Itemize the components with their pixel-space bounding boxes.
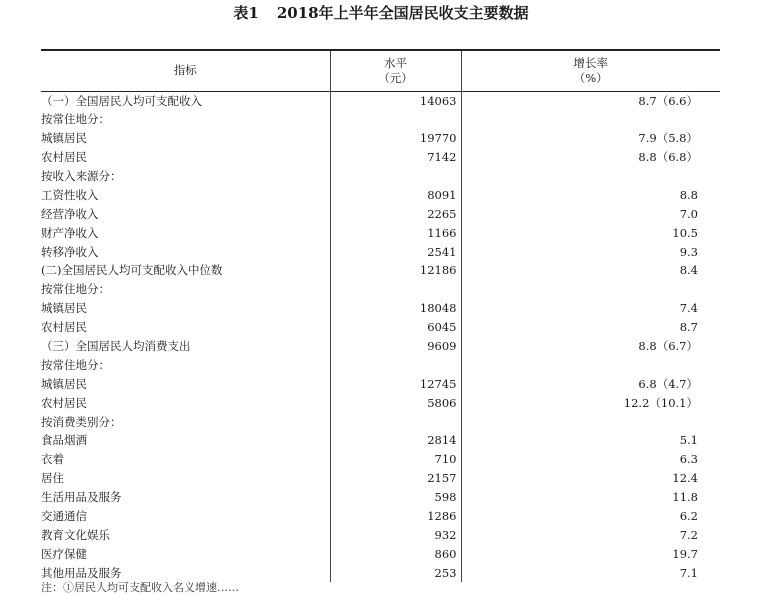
row-label: 衣着	[41, 452, 64, 467]
table-row	[41, 544, 720, 563]
row-value	[330, 280, 461, 299]
row-value: 6045	[330, 318, 461, 337]
row-value: 8091	[330, 185, 461, 204]
row-value: 5806	[330, 393, 461, 412]
row-growth: 12.4	[461, 469, 720, 488]
row-label: 城镇居民	[41, 131, 87, 146]
row-value	[330, 355, 461, 374]
table-row	[41, 280, 720, 299]
row-growth: 7.2	[461, 525, 720, 544]
row-value: 7142	[330, 148, 461, 167]
row-label: 按常住地分：	[41, 282, 110, 297]
row-value: 18048	[330, 299, 461, 318]
row-value: 9609	[330, 337, 461, 356]
table-row	[41, 337, 720, 356]
row-label: 农村居民	[41, 150, 87, 165]
row-growth: 8.8（6.7）	[461, 337, 720, 356]
row-label: 教育文化娱乐	[41, 527, 110, 542]
row-growth: 7.9（5.8）	[461, 129, 720, 148]
header-indicator: 指标	[41, 50, 330, 91]
row-label: (二)全国居民人均可支配收入中位数	[41, 263, 223, 278]
row-value: 14063	[330, 91, 461, 110]
row-growth: 8.8	[461, 185, 720, 204]
header-growth-unit: （%）	[573, 70, 608, 85]
row-label: 财产净收入	[41, 225, 99, 240]
row-growth	[461, 280, 720, 299]
table-row	[41, 355, 720, 374]
footnote: 注：①居民人均可支配收入名义增速……	[41, 581, 239, 594]
table-row	[41, 431, 720, 450]
table-row	[41, 507, 720, 526]
header-growth-name: 增长率	[573, 55, 608, 70]
header-level	[330, 50, 461, 91]
row-label: 其他用品及服务	[41, 565, 122, 580]
row-growth: 9.3	[461, 242, 720, 261]
row-growth: 6.8（4.7）	[461, 374, 720, 393]
row-label: 按常住地分：	[41, 112, 110, 127]
row-growth	[461, 412, 720, 431]
row-value: 19770	[330, 129, 461, 148]
row-label: 经营净收入	[41, 206, 99, 221]
row-value: 12186	[330, 261, 461, 280]
table-row	[41, 525, 720, 544]
row-growth: 10.5	[461, 223, 720, 242]
row-label: （三）全国居民人均消费支出	[41, 339, 191, 354]
row-label: 农村居民	[41, 320, 87, 335]
row-value: 2814	[330, 431, 461, 450]
row-value	[330, 167, 461, 186]
table-title	[0, 3, 762, 23]
table-row	[41, 185, 720, 204]
row-growth: 6.3	[461, 450, 720, 469]
row-value: 2265	[330, 204, 461, 223]
header-level-name: 水平	[384, 55, 407, 70]
header-growth	[461, 50, 720, 91]
row-growth: 8.4	[461, 261, 720, 280]
row-growth: 6.2	[461, 507, 720, 526]
table-row	[41, 299, 720, 318]
row-label: 按消费类别分：	[41, 414, 122, 429]
row-label: 食品烟酒	[41, 433, 87, 448]
table-row	[41, 488, 720, 507]
row-label: 农村居民	[41, 395, 87, 410]
row-growth: 8.8（6.8）	[461, 148, 720, 167]
row-growth: 7.0	[461, 204, 720, 223]
row-value: 860	[330, 544, 461, 563]
row-growth: 5.1	[461, 431, 720, 450]
row-label: 城镇居民	[41, 376, 87, 391]
table-row	[41, 129, 720, 148]
table-title-text: 2018年上半年全国居民收支主要数据	[276, 4, 529, 22]
row-value: 253	[330, 563, 461, 582]
row-growth: 12.2（10.1）	[461, 393, 720, 412]
row-growth: 8.7	[461, 318, 720, 337]
row-value: 932	[330, 525, 461, 544]
row-label: 城镇居民	[41, 301, 87, 316]
row-value: 598	[330, 488, 461, 507]
header-level-unit: （元）	[378, 70, 413, 85]
row-label: 居住	[41, 471, 64, 486]
row-value: 2541	[330, 242, 461, 261]
table-row	[41, 91, 720, 110]
header-row	[41, 50, 720, 91]
row-label: 生活用品及服务	[41, 490, 122, 505]
row-growth	[461, 167, 720, 186]
table-row	[41, 469, 720, 488]
row-growth: 8.7（6.6）	[461, 91, 720, 110]
table-row	[41, 242, 720, 261]
table-row	[41, 563, 720, 582]
table-number: 表1	[233, 4, 259, 22]
row-value: 2157	[330, 469, 461, 488]
row-label: 交通通信	[41, 509, 87, 524]
table-row	[41, 318, 720, 337]
row-value: 12745	[330, 374, 461, 393]
row-label: 按收入来源分：	[41, 169, 122, 183]
row-label: 按常住地分：	[41, 357, 110, 372]
row-value: 1286	[330, 507, 461, 526]
table-row	[41, 223, 720, 242]
row-label: 医疗保健	[41, 546, 87, 561]
row-growth: 7.4	[461, 299, 720, 318]
table-row	[41, 110, 720, 129]
row-label: 工资性收入	[41, 187, 99, 202]
row-value: 1166	[330, 223, 461, 242]
row-value	[330, 412, 461, 431]
data-table	[41, 49, 720, 582]
table-row	[41, 167, 720, 186]
table-row	[41, 393, 720, 412]
table-row	[41, 261, 720, 280]
row-value	[330, 110, 461, 129]
row-growth	[461, 110, 720, 129]
table-row	[41, 412, 720, 431]
row-label: 转移净收入	[41, 244, 99, 259]
table-row	[41, 374, 720, 393]
row-value: 710	[330, 450, 461, 469]
table-row	[41, 204, 720, 223]
row-growth: 7.1	[461, 563, 720, 582]
row-label: （一）全国居民人均可支配收入	[41, 93, 202, 108]
table-row	[41, 450, 720, 469]
row-growth	[461, 355, 720, 374]
row-growth: 19.7	[461, 544, 720, 563]
row-growth: 11.8	[461, 488, 720, 507]
table-row	[41, 148, 720, 167]
